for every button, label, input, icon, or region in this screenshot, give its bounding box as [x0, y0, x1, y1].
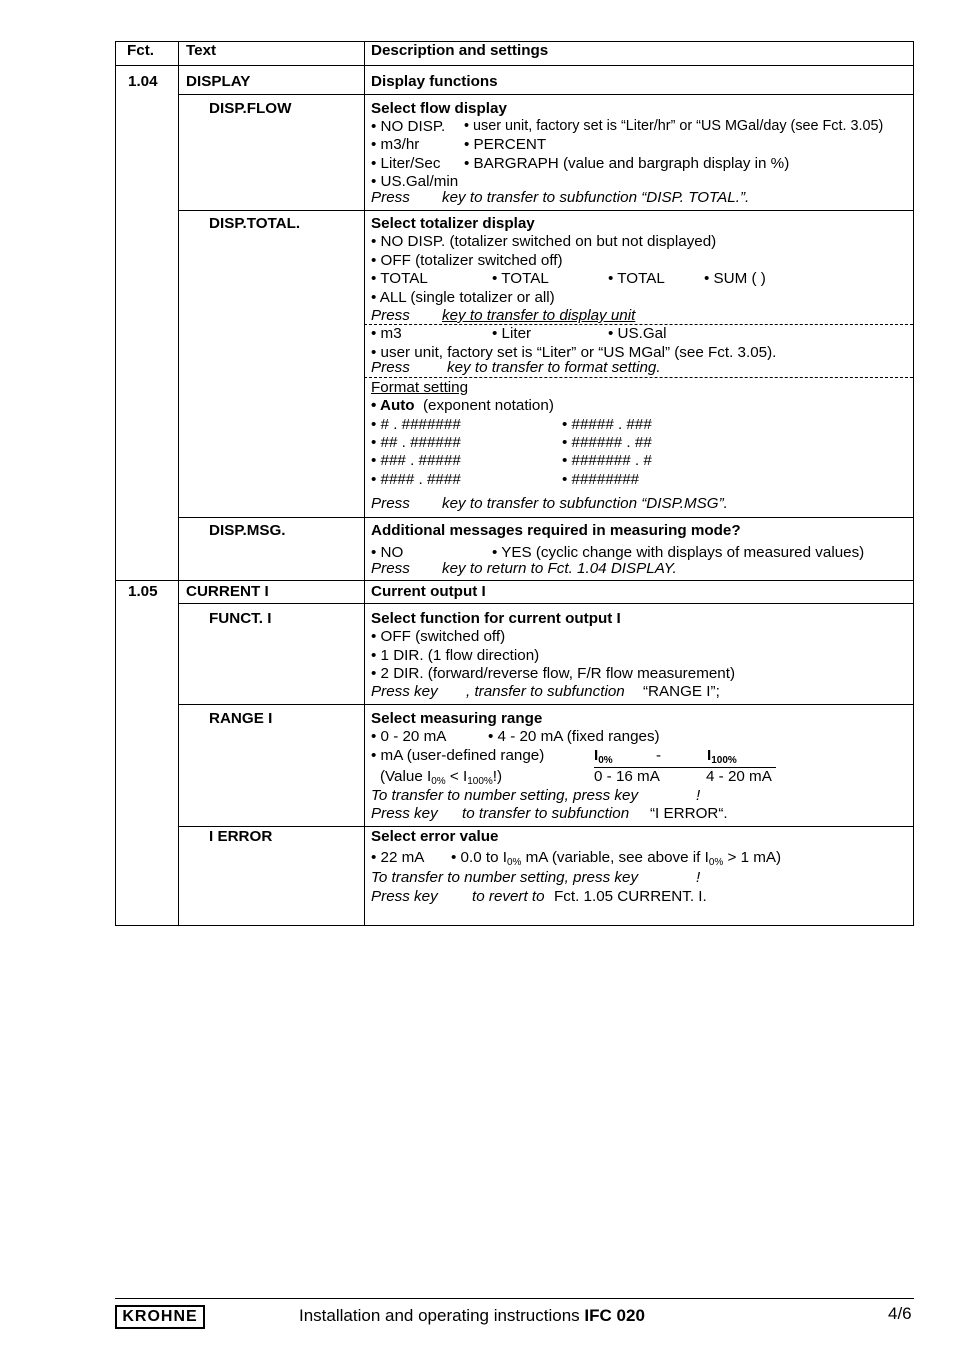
range-header-i0: $I_{0\%}$: [594, 747, 613, 766]
option: • 0 - 20 mA: [371, 728, 447, 745]
option: • SUM ( ): [704, 270, 766, 287]
instruction: Fct. 1.05 CURRENT. I.: [554, 888, 707, 905]
instruction: Press key: [371, 683, 438, 700]
instruction: Press key: [371, 888, 438, 905]
option: • NO DISP.: [371, 118, 446, 135]
instruction: key to transfer to display unit: [442, 307, 636, 324]
function-description: Display functions: [371, 73, 498, 90]
option: • BARGRAPH (value and bargraph display in %): [464, 155, 790, 172]
format-setting-heading: Format setting: [371, 379, 469, 396]
option: • US.Gal/min: [371, 173, 459, 190]
header-description: Description and settings: [371, 42, 549, 59]
subfunction-title: Select function for current output I: [371, 610, 621, 627]
instruction: Press key: [371, 805, 438, 822]
instruction: Press: [371, 359, 410, 376]
option: • 1 DIR. (1 flow direction): [371, 647, 540, 664]
option: • TOTAL: [371, 270, 428, 287]
format-option: • ## . ######: [371, 434, 461, 451]
option: • user unit, factory set is “Liter” or “US MGal” (see Fct. 3.05).: [371, 344, 777, 361]
option: • NO: [371, 544, 404, 561]
format-option: • ####### . #: [562, 452, 652, 469]
option: • 2 DIR. (forward/reverse flow, F/R flow measurement): [371, 665, 736, 682]
subfunction-name: DISP.FLOW: [209, 100, 292, 117]
range-value: 0 - 16 mA: [594, 768, 660, 785]
function-name: DISPLAY: [186, 73, 251, 90]
page-number: 4/6: [888, 1304, 912, 1323]
range-header-dash: -: [656, 747, 662, 764]
instruction: , transfer to subfunction: [466, 683, 625, 700]
subfunction-name: DISP.MSG.: [209, 522, 286, 539]
instruction: To transfer to number setting, press key: [371, 787, 639, 804]
subfunction-name: FUNCT. I: [209, 610, 272, 627]
function-description: Current output I: [371, 583, 486, 600]
instruction: To transfer to number setting, press key: [371, 869, 639, 886]
fct-number: 1.05: [128, 583, 158, 600]
format-option: • ###### . ##: [562, 434, 652, 451]
krohne-logo: KROHNE: [115, 1305, 205, 1329]
instruction: Press: [371, 560, 410, 577]
format-option: • # . #######: [371, 416, 461, 433]
subfunction-name: DISP.TOTAL.: [209, 215, 301, 232]
option: • YES (cyclic change with displays of measured values): [492, 544, 865, 561]
option: • OFF (totalizer switched off): [371, 252, 563, 269]
header-text: Text: [186, 42, 217, 59]
format-option: • ### . #####: [371, 452, 461, 469]
subfunction-name: RANGE I: [209, 710, 273, 727]
format-option: • ##### . ###: [562, 416, 652, 433]
option: • m3/hr: [371, 136, 420, 153]
option: • Liter/Sec: [371, 155, 441, 172]
footer-title: Installation and operating instructions IFC 020: [299, 1306, 645, 1325]
option: • 4 - 20 mA (fixed ranges): [488, 728, 660, 745]
instruction: !: [696, 869, 701, 886]
header-fct: Fct.: [127, 42, 155, 59]
instruction: Press: [371, 307, 410, 324]
option: (exponent notation): [423, 397, 554, 414]
option: • TOTAL: [608, 270, 665, 287]
option: • 0.0 to $I_{0\%}$ mA (variable, see above if $I_{0\%} > 1$ mA): [451, 849, 782, 868]
instruction: “I ERROR“.: [650, 805, 728, 822]
subfunction-title: Select flow display: [371, 100, 507, 117]
option: • mA (user-defined range): [371, 747, 545, 764]
subfunction-title: Select totalizer display: [371, 215, 535, 232]
option: • NO DISP. (totalizer switched on but not displayed): [371, 233, 717, 250]
instruction: key to transfer to subfunction “DISP. TOTAL.”.: [442, 189, 750, 206]
option: • m3: [371, 325, 402, 342]
subfunction-title: Additional messages required in measuring mode?: [371, 522, 741, 539]
instruction: to transfer to subfunction: [462, 805, 630, 822]
range-value: 4 - 20 mA: [706, 768, 772, 785]
instruction: Press: [371, 495, 410, 512]
instruction: key to transfer to subfunction “DISP.MSG”.: [442, 495, 728, 512]
option: • TOTAL: [492, 270, 549, 287]
instruction: to revert to: [472, 888, 545, 905]
format-option: • #### . ####: [371, 471, 461, 488]
instruction: key to transfer to format setting.: [447, 359, 661, 376]
option: • ALL (single totalizer or all): [371, 289, 555, 306]
option: • OFF (switched off): [371, 628, 506, 645]
option: • US.Gal: [608, 325, 667, 342]
option: • Auto: [371, 397, 415, 414]
function-name: CURRENT I: [186, 583, 269, 600]
format-option: • ########: [562, 471, 640, 488]
range-condition: (Value $I_{0\%} < I_{100\%}$!): [380, 768, 503, 787]
option: • user unit, factory set is “Liter/hr” or “US MGal/day (see Fct. 3.05): [464, 118, 884, 134]
fct-number: 1.04: [128, 73, 158, 90]
option: • Liter: [492, 325, 532, 342]
range-header-i100: $I_{100\%}$: [707, 747, 737, 766]
subfunction-title: Select measuring range: [371, 710, 543, 727]
subfunction-name: I ERROR: [209, 828, 273, 845]
instruction: “RANGE I”;: [643, 683, 720, 700]
option: • PERCENT: [464, 136, 547, 153]
subfunction-title: Select error value: [371, 828, 499, 845]
instruction: !: [696, 787, 701, 804]
option: • 22 mA: [371, 849, 425, 866]
instruction: key to return to Fct. 1.04 DISPLAY.: [442, 560, 677, 577]
instruction: Press: [371, 189, 410, 206]
